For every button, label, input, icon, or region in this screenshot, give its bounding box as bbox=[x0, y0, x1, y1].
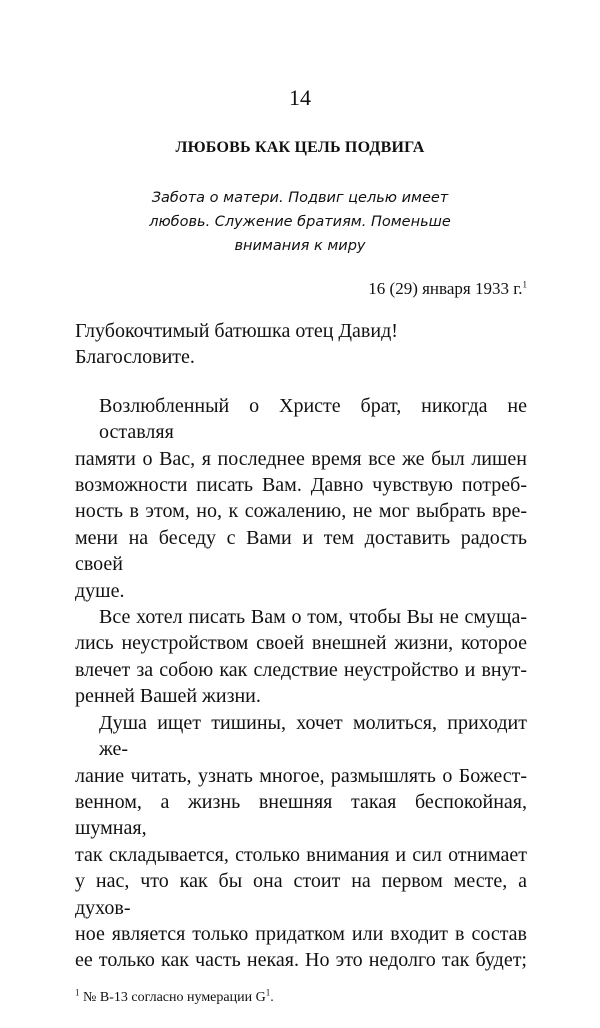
letter-date bbox=[75, 278, 527, 300]
letter-body bbox=[75, 393, 527, 974]
body-text-line: ее только как часть некая. Но это недолго так будет; bbox=[75, 949, 527, 972]
footnote-marker: 1 bbox=[75, 987, 80, 998]
footnote-ref: 1 bbox=[522, 279, 527, 290]
subtitle-line: любовь. Служение братиям. Поменьше bbox=[149, 214, 451, 230]
body-text-line: лание читать, узнать многое, размышлять о Божест- bbox=[75, 764, 527, 787]
subtitle bbox=[75, 186, 527, 258]
date-text: 16 (29) января 1933 г. bbox=[368, 279, 523, 298]
body-text-line: ренней Вашей жизни. bbox=[75, 685, 261, 708]
footnote-text: № В-13 согласно нумерации G bbox=[83, 989, 266, 1005]
body-text-line: мени на беседу с Вами и тем доставить радость своей bbox=[75, 526, 527, 576]
footnote-sup: 1 bbox=[265, 987, 271, 998]
body-text-line: памяти о Вас, я последнее время все же был лишен bbox=[75, 447, 527, 470]
body-text-line: влечет за собою как следствие неустройство и внут- bbox=[75, 658, 527, 681]
body-text-line: возможности писать Вам. Давно чувствую потреб- bbox=[75, 474, 527, 497]
body-text-line: Все хотел писать Вам о том, чтобы Вы не смуща- bbox=[99, 606, 527, 629]
footnote bbox=[75, 988, 527, 1008]
body-text-line: душе. bbox=[75, 579, 125, 602]
greeting-line: Глубокочтимый батюшка отец Давид! bbox=[75, 320, 398, 342]
body-text-line: ность в этом, но, к сожалению, не мог выбрать вре- bbox=[75, 500, 527, 523]
footnote-end: . bbox=[270, 989, 274, 1005]
body-text-line: так складывается, столько внимания и сил отнимает bbox=[75, 843, 527, 866]
body-text-line: лись неустройством своей внешней жизни, которое bbox=[75, 632, 527, 655]
body-text-line: Возлюбленный о Христе брат, никогда не оставляя bbox=[99, 394, 527, 444]
body-text-line: ное является только придатком или входит в состав bbox=[75, 922, 527, 945]
body-text-line: Душа ищет тишины, хочет молиться, приходит же- bbox=[99, 711, 527, 761]
greeting bbox=[75, 318, 527, 371]
subtitle-line: внимания к миру bbox=[234, 238, 366, 254]
chapter-number: 14 bbox=[289, 85, 311, 110]
body-text-line: венном, а жизнь внешняя такая беспокойная, шумная, bbox=[75, 790, 527, 840]
chapter-title: ЛЮБОВЬ КАК ЦЕЛЬ ПОДВИГА bbox=[175, 139, 425, 156]
body-text-line: у нас, что как бы она стоит на первом месте, а духов- bbox=[75, 870, 527, 919]
greeting-line: Благословите. bbox=[75, 346, 195, 369]
subtitle-line: Забота о матери. Подвиг целью имеет bbox=[151, 190, 449, 206]
